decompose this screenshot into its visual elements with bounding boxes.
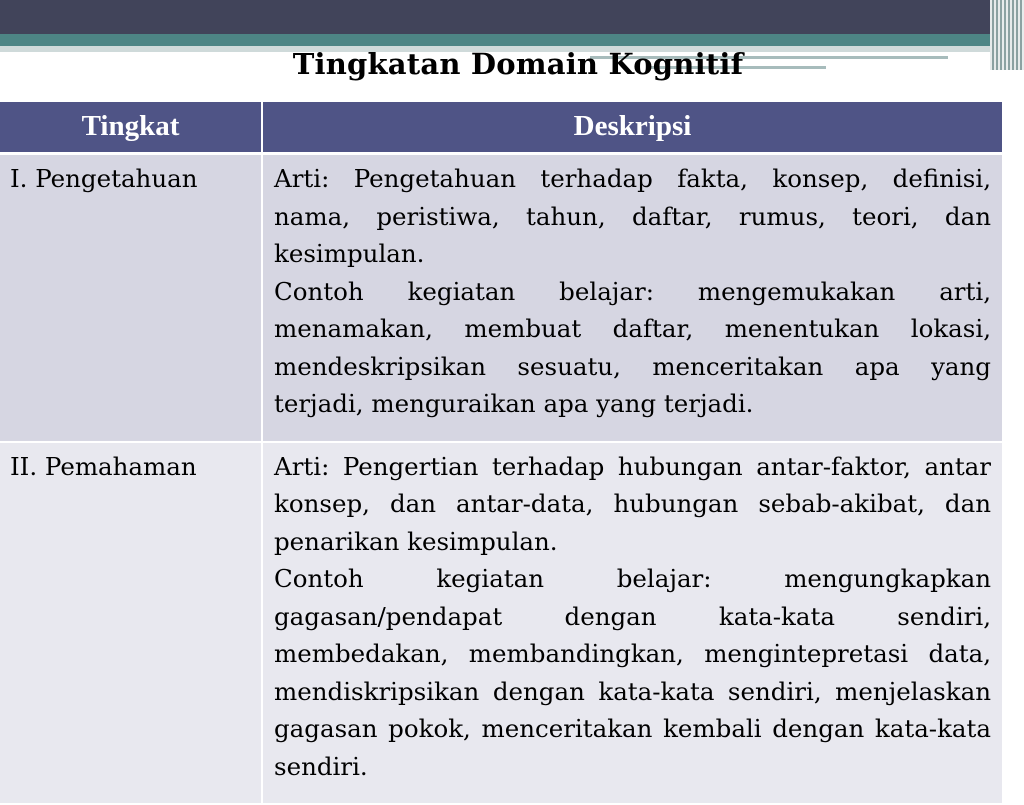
- slide-title: Tingkatan Domain Kognitif: [292, 47, 744, 81]
- header-tingkat: Tingkat: [0, 102, 262, 154]
- table-row: [0, 154, 1003, 442]
- level-cell: I. Pengetahuan: [0, 154, 262, 442]
- level-cell: II. Pemahaman: [0, 442, 262, 805]
- description-cell: [262, 442, 1003, 805]
- table-header-row: [0, 102, 1003, 154]
- header-deskripsi: Deskripsi: [262, 102, 1003, 154]
- cognitive-domain-table: [0, 102, 1004, 805]
- table-row: [0, 442, 1003, 805]
- header-bar: [0, 0, 1024, 34]
- example-text: Contoh kegiatan belajar: mengemukakan arti, menamakan, membuat daftar, menentukan lokasi, mendeskripsikan sesuatu, menceritakan apa yang terjadi, menguraikan apa yang terjadi.: [274, 276, 991, 418]
- description-cell: [262, 154, 1003, 442]
- meaning-text: Arti: Pengertian terhadap hubungan antar-faktor, antar konsep, dan antar-data, hubungan sebab-akibat, dan penarikan kesimpulan.: [274, 451, 991, 556]
- example-text: Contoh kegiatan belajar: mengungkapkan gagasan/pendapat dengan kata-kata sendiri, membedakan, membandingkan, mengintepretasi data, mendiskripsikan dengan kata-kata sendiri, menjelaskan gagasan pokok, menceritakan kembali dengan kata-kata sendiri.: [274, 564, 991, 781]
- meaning-text: Arti: Pengetahuan terhadap fakta, konsep, definisi, nama, peristiwa, tahun, daftar, rumus, teori, dan kesimpulan.: [274, 164, 991, 268]
